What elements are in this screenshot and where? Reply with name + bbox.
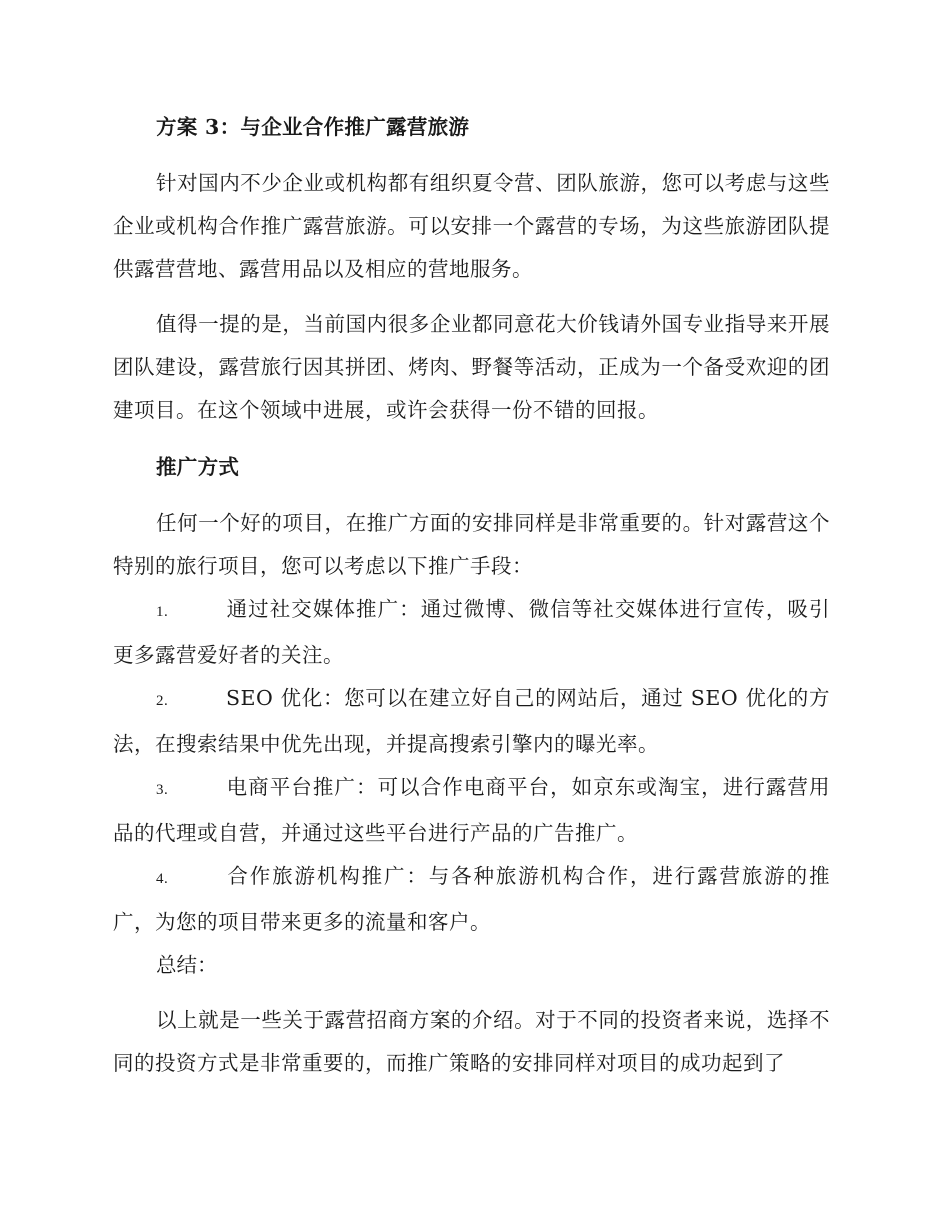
summary-label: 总结： — [156, 953, 218, 977]
section3-paragraph-1: 针对国内不少企业或机构都有组织夏令营、团队旅游，您可以考虑与这些企业或机构合作推广露营旅游。可以安排一个露营的专场，为这些旅游团队提供露营营地、露营用品以及相应的营地服务。 — [113, 171, 830, 281]
list-number: 3. — [156, 782, 169, 798]
list-text: 通过社交媒体推广：通过微博、微信等社交媒体进行宣传，吸引更多露营爱好者的关注。 — [113, 597, 830, 667]
list-number: 4. — [156, 871, 169, 887]
list-number: 1. — [156, 604, 169, 620]
list-number: 2. — [156, 693, 169, 709]
list-text: SEO 优化：您可以在建立好自己的网站后，通过 SEO 优化的方法，在搜索结果中优先出现，并提高搜索引擎内的曝光率。 — [113, 686, 830, 756]
section3-paragraph-2: 值得一提的是，当前国内很多企业都同意花大价钱请外国专业指导来开展团队建设，露营旅行因其拼团、烤肉、野餐等活动，正成为一个备受欢迎的团建项目。在这个领域中进展，或许会获得一份不错的回报。 — [113, 312, 830, 422]
section3-heading: 方案 3：与企业合作推广露营旅游 — [156, 115, 470, 139]
list-text: 合作旅游机构推广：与各种旅游机构合作，进行露营旅游的推广，为您的项目带来更多的流量和客户。 — [113, 864, 830, 934]
promotion-list-item — [113, 766, 830, 855]
promotion-heading: 推广方式 — [156, 455, 240, 479]
promotion-intro: 任何一个好的项目，在推广方面的安排同样是非常重要的。针对露营这个特别的旅行项目，您可以考虑以下推广手段： — [113, 511, 830, 578]
summary-paragraph: 以上就是一些关于露营招商方案的介绍。对于不同的投资者来说，选择不同的投资方式是非常重要的，而推广策略的安排同样对项目的成功起到了 — [113, 1008, 830, 1075]
promotion-list-item — [113, 588, 830, 677]
promotion-list-item — [113, 677, 830, 766]
promotion-list-item — [113, 855, 830, 944]
list-text: 电商平台推广：可以合作电商平台，如京东或淘宝，进行露营用品的代理或自营，并通过这些平台进行产品的广告推广。 — [113, 775, 830, 845]
